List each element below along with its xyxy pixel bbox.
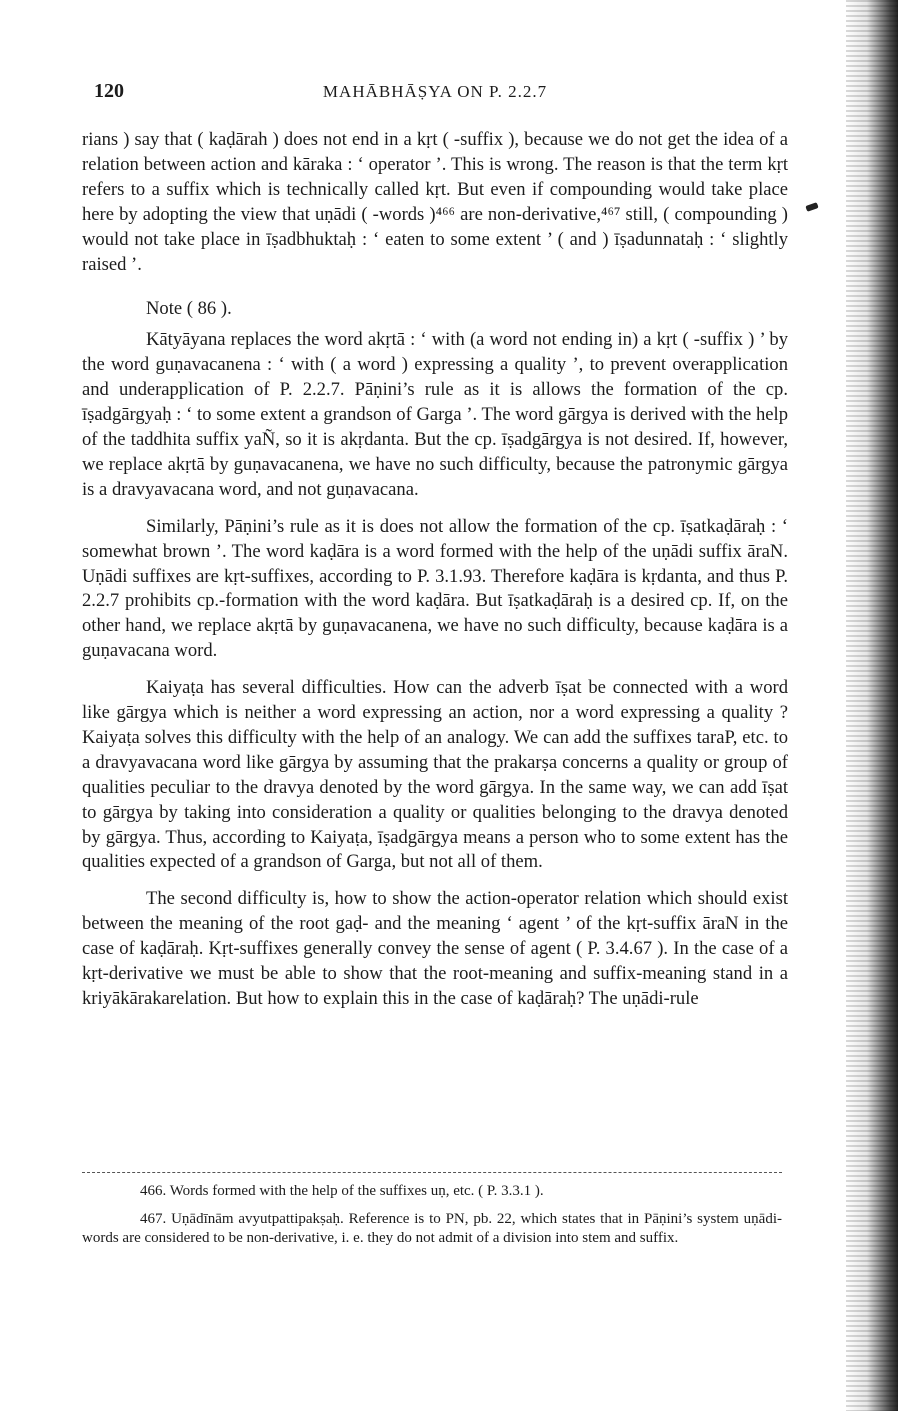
page-number: 120 <box>94 80 124 102</box>
running-head: MAHĀBHĀṢYA ON P. 2.2.7 <box>322 82 548 101</box>
body-text <box>82 128 788 1024</box>
paragraph: Kātyāyana replaces the word akṛtā : ‘ with (a word not ending in) a kṛt ( -suffix ) ’ by the word guṇavacanena : ‘ with ( a word ) expressing a quality ’, to prevent overapplication and underapplication of P. 2.2.7. Pāṇini’s rule as it is allows the formation of the cp. īṣadgārgyaḥ : ‘ to some extent a grandson of Garga ’. The word gārgya is derived with the help of the taddhita suffix yaÑ, so it is akṛdanta. But the cp. īṣadgārgya is not desired. If, however, we replace akṛtā by guṇavacanena, we have no such difficulty, because the patronymic gārgya is a dravyavacana word, and not guṇavacana. <box>82 329 788 500</box>
scan-speck <box>805 202 818 212</box>
footnote: 467. Uṇādīnām avyutpattipakṣaḥ. Reference is to PN, pb. 22, which states that in Pāṇini’s system uṇādi-words are considered to be non-derivative, i. e. they do not admit of a division into stem and suffix. <box>82 1210 782 1246</box>
note-heading: Note ( 86 ). <box>146 298 232 320</box>
page-header <box>82 80 788 108</box>
paragraph: Similarly, Pāṇini’s rule as it is does not allow the formation of the cp. īṣatkaḍāraḥ : ‘ somewhat brown ’. The word kaḍāra is a word formed with the help of the uṇādi suffix āraN. Uṇādi suffixes are kṛt-suffixes, according to P. 3.1.93. Therefore kaḍāra is kṛdanta, and thus P. 2.2.7 prohibits cp.-formation with the word kaḍāra. But īṣatkaḍāraḥ is a desired cp. If, on the other hand, we replace akṛtā by guṇavacanena, we have no such difficulty, because kaḍāra is a guṇavacana word. <box>82 515 788 662</box>
footnote: 466. Words formed with the help of the suffixes uṇ, etc. ( P. 3.3.1 ). <box>140 1183 544 1199</box>
footnotes <box>82 1182 782 1257</box>
paragraph: rians ) say that ( kaḍārah ) does not end in a kṛt ( -suffix ), because we do not get the idea of a relation between action and kāraka : ‘ operator ’. This is wrong. The reason is that the term kṛt refers to a suffix which is technically called kṛt. But even if compounding would take place here by adopting the view that uṇādi ( -words )⁴⁶⁶ are non-derivative,⁴⁶⁷ still, ( compounding ) would not take place in īṣadbhuktaḥ : ‘ eaten to some extent ’ ( and ) īṣadunnataḥ : ‘ slightly raised ’. <box>82 129 788 275</box>
paragraph: Kaiyaṭa has several difficulties. How can the adverb īṣat be connected with a word like gārgya which is neither a word expressing an action, nor a word expressing a quality ? Kaiyaṭa solves this difficulty with the help of an analogy. We can add the suffixes taraP, etc. to a dravyavacana word like gārgya by assuming that the prakarṣa concerns a quality or group of qualities peculiar to the dravya denoted by the word gārgya. In the same way, we can add īṣat to gārgya by taking into consideration a quality or qualities belonging to the dravya denoted by gārgya. Thus, according to Kaiyaṭa, īṣadgārgya means a person who to some extent has the qualities expected of a grandson of Garga, but not all of them. <box>82 677 788 873</box>
scan-edge-shadow <box>846 0 898 1411</box>
footnote-divider <box>82 1172 782 1173</box>
paragraph: The second difficulty is, how to show the action-operator relation which should exist between the meaning of the root gaḍ- and the meaning ‘ agent ’ of the kṛt-suffix āraN in the case of kaḍāraḥ. Kṛt-suffixes generally convey the sense of agent ( P. 3.4.67 ). In the case of a kṛt-derivative we must be able to show that the root-meaning and suffix-meaning stand in a kriyākārakarelation. But how to explain this in the case of kaḍāraḥ? The uṇādi-rule <box>82 888 788 1009</box>
